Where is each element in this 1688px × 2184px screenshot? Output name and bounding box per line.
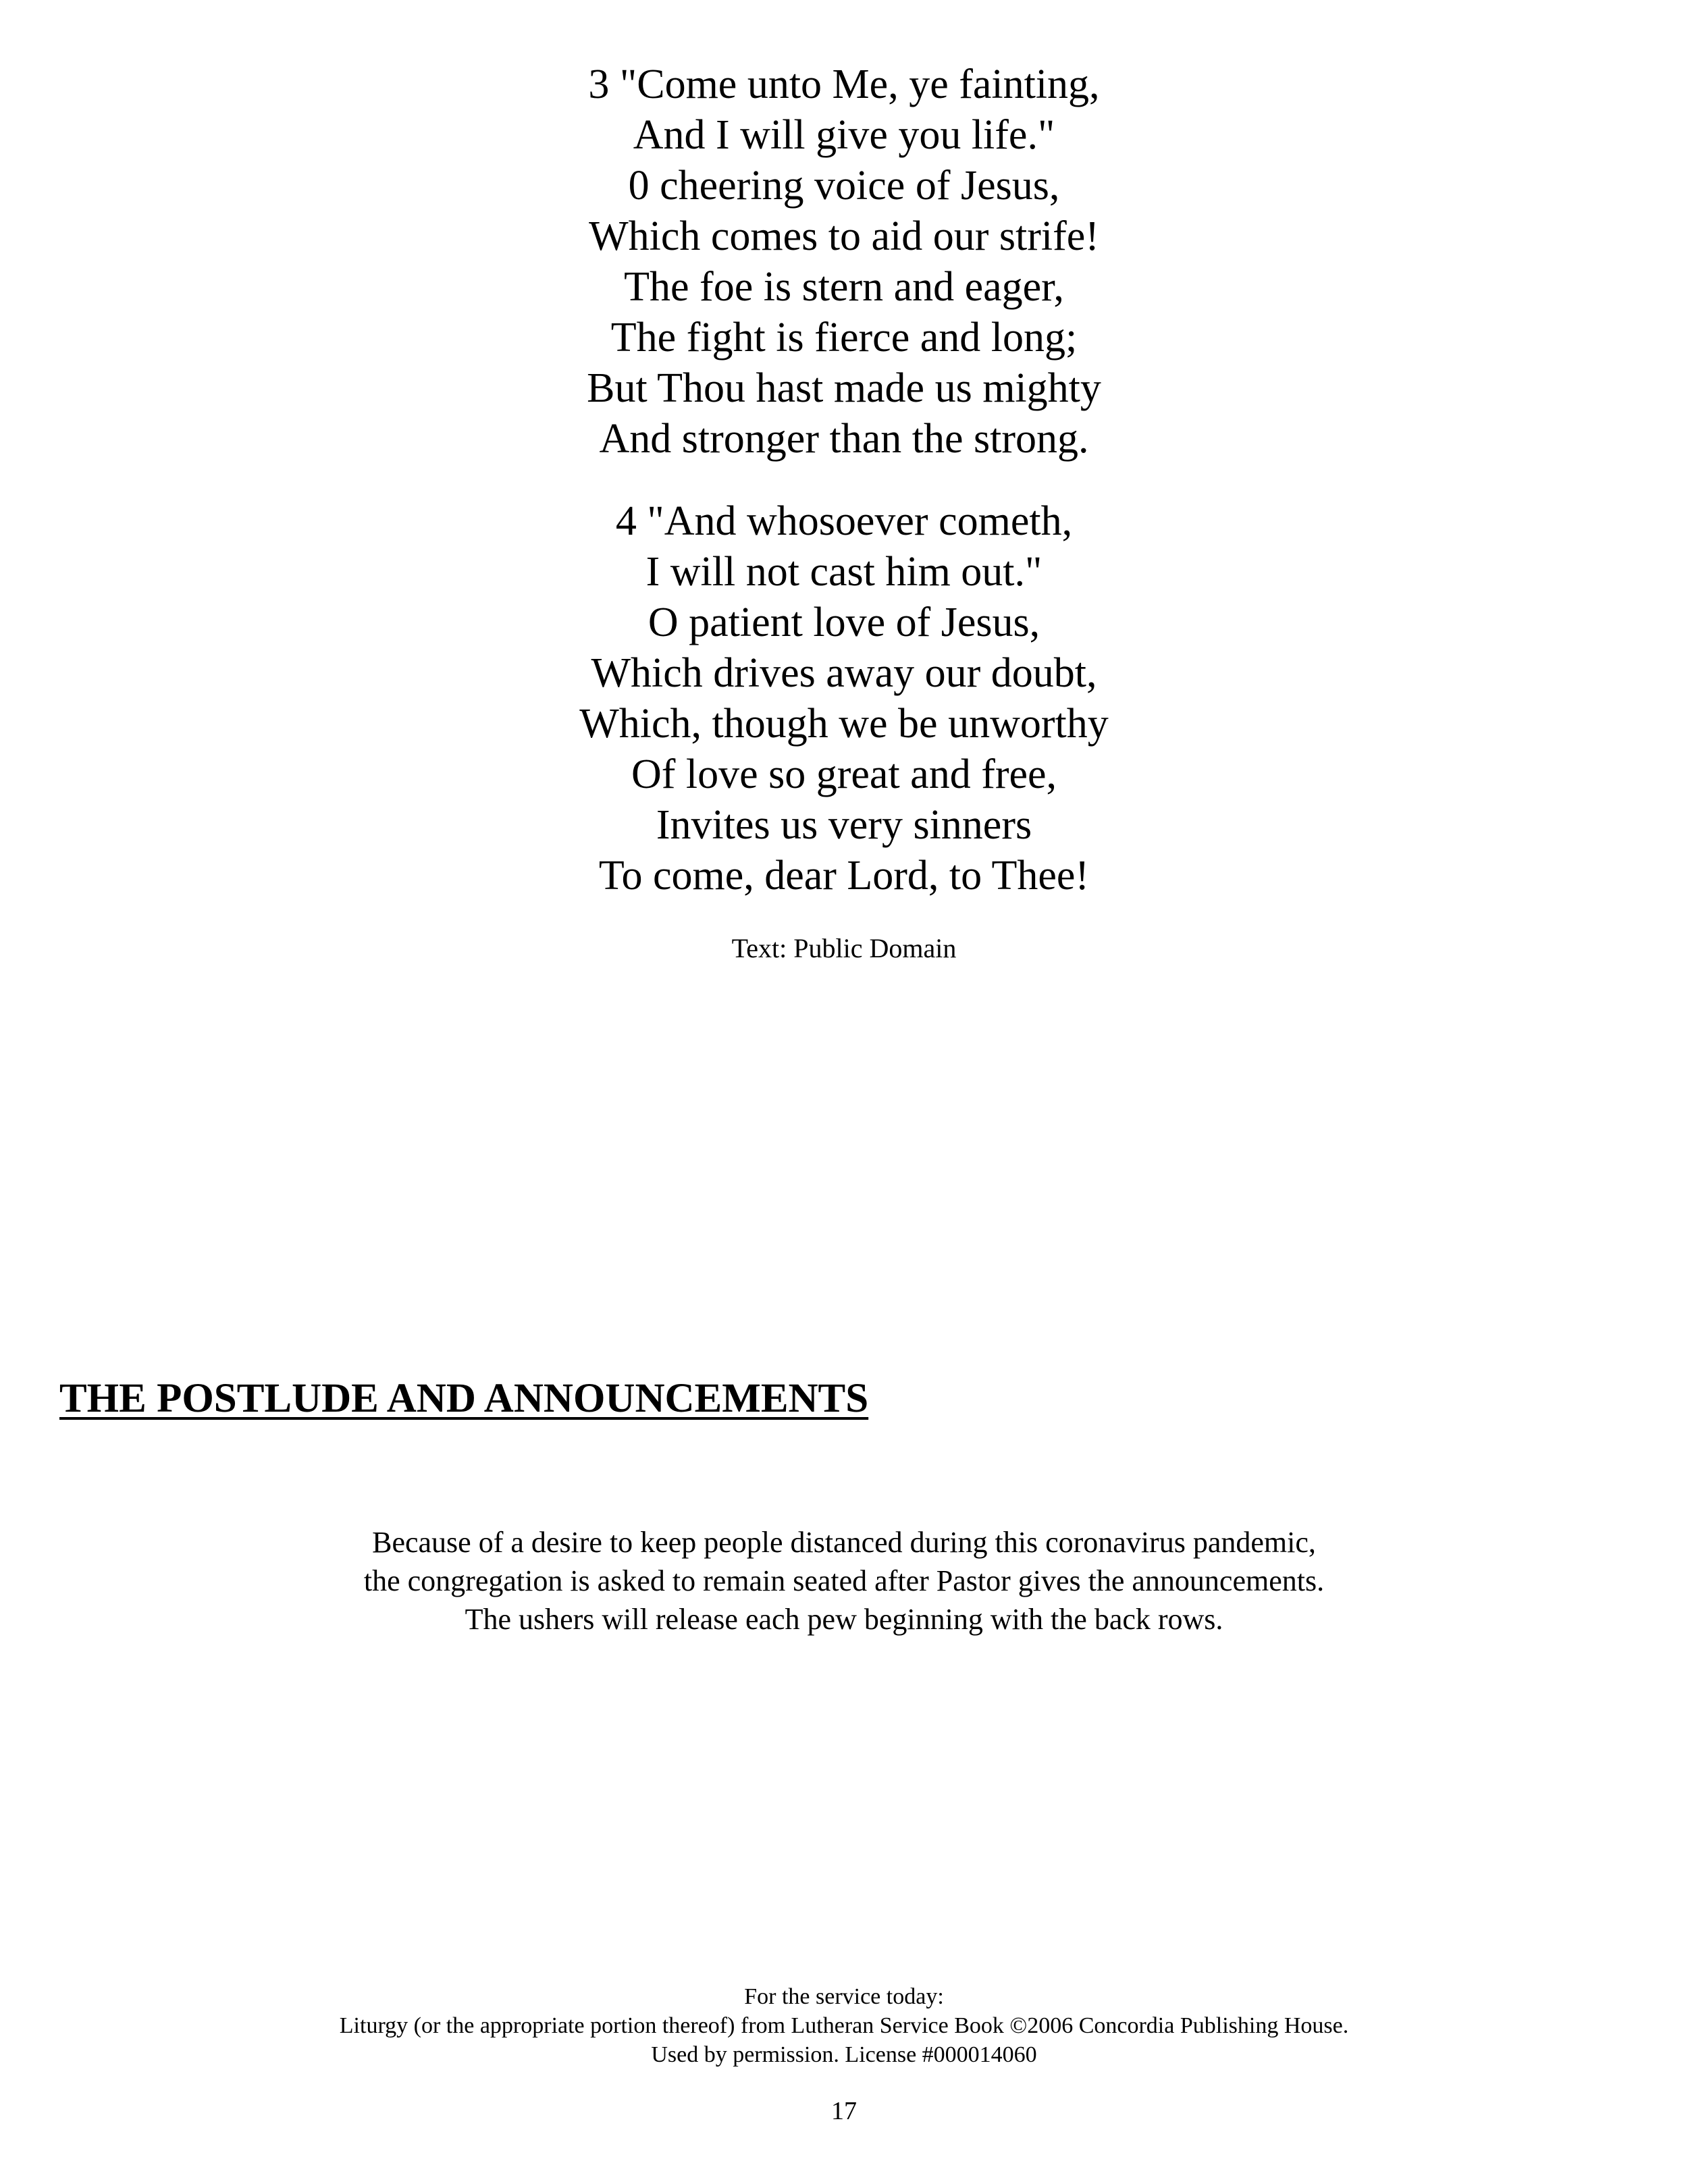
notice-line: Because of a desire to keep people distanced during this coronavirus pandemic, bbox=[372, 1526, 1316, 1559]
verse-line: I will not cast him out." bbox=[645, 549, 1043, 595]
announcement-notice bbox=[0, 1523, 1688, 1639]
notice-line: the congregation is asked to remain seated after Pastor gives the announcements. bbox=[363, 1564, 1325, 1597]
hymn-credit: Text: Public Domain bbox=[731, 933, 957, 963]
verse-line: Which comes to aid our strife! bbox=[589, 213, 1099, 259]
verse-line: Which, though we be unworthy bbox=[579, 701, 1109, 747]
footer-line: Liturgy (or the appropriate portion thereof) from Lutheran Service Book ©2006 Concordia Publishing House. bbox=[339, 2013, 1349, 2038]
verse-line: 4 "And whosoever cometh, bbox=[615, 498, 1073, 544]
verse-line: 0 cheering voice of Jesus, bbox=[628, 163, 1060, 209]
verse-line: But Thou hast made us mighty bbox=[587, 365, 1101, 411]
verse-line: 3 "Come unto Me, ye fainting, bbox=[588, 61, 1100, 107]
verse-line: To come, dear Lord, to Thee! bbox=[598, 853, 1090, 899]
copyright-footer bbox=[0, 1982, 1688, 2069]
page-number: 17 bbox=[831, 2097, 857, 2125]
verse-line: The fight is fierce and long; bbox=[610, 315, 1078, 361]
verse-line: The foe is stern and eager, bbox=[624, 264, 1064, 310]
verse-line: Invites us very sinners bbox=[656, 802, 1032, 848]
notice-line: The ushers will release each pew beginning with the back rows. bbox=[465, 1603, 1223, 1636]
verse-line: O patient love of Jesus, bbox=[648, 600, 1040, 645]
verse-line: Of love so great and free, bbox=[631, 751, 1057, 797]
verse-line: And I will give you life." bbox=[633, 112, 1055, 158]
hymn-verse-3 bbox=[0, 59, 1688, 464]
verse-line: Which drives away our doubt, bbox=[591, 650, 1097, 696]
verse-line: And stronger than the strong. bbox=[599, 416, 1089, 462]
section-heading: THE POSTLUDE AND ANNOUNCEMENTS bbox=[59, 1376, 869, 1421]
footer-line: Used by permission. License #000014060 bbox=[651, 2042, 1037, 2067]
hymn-verse-4 bbox=[0, 496, 1688, 901]
footer-line: For the service today: bbox=[744, 1984, 944, 2009]
